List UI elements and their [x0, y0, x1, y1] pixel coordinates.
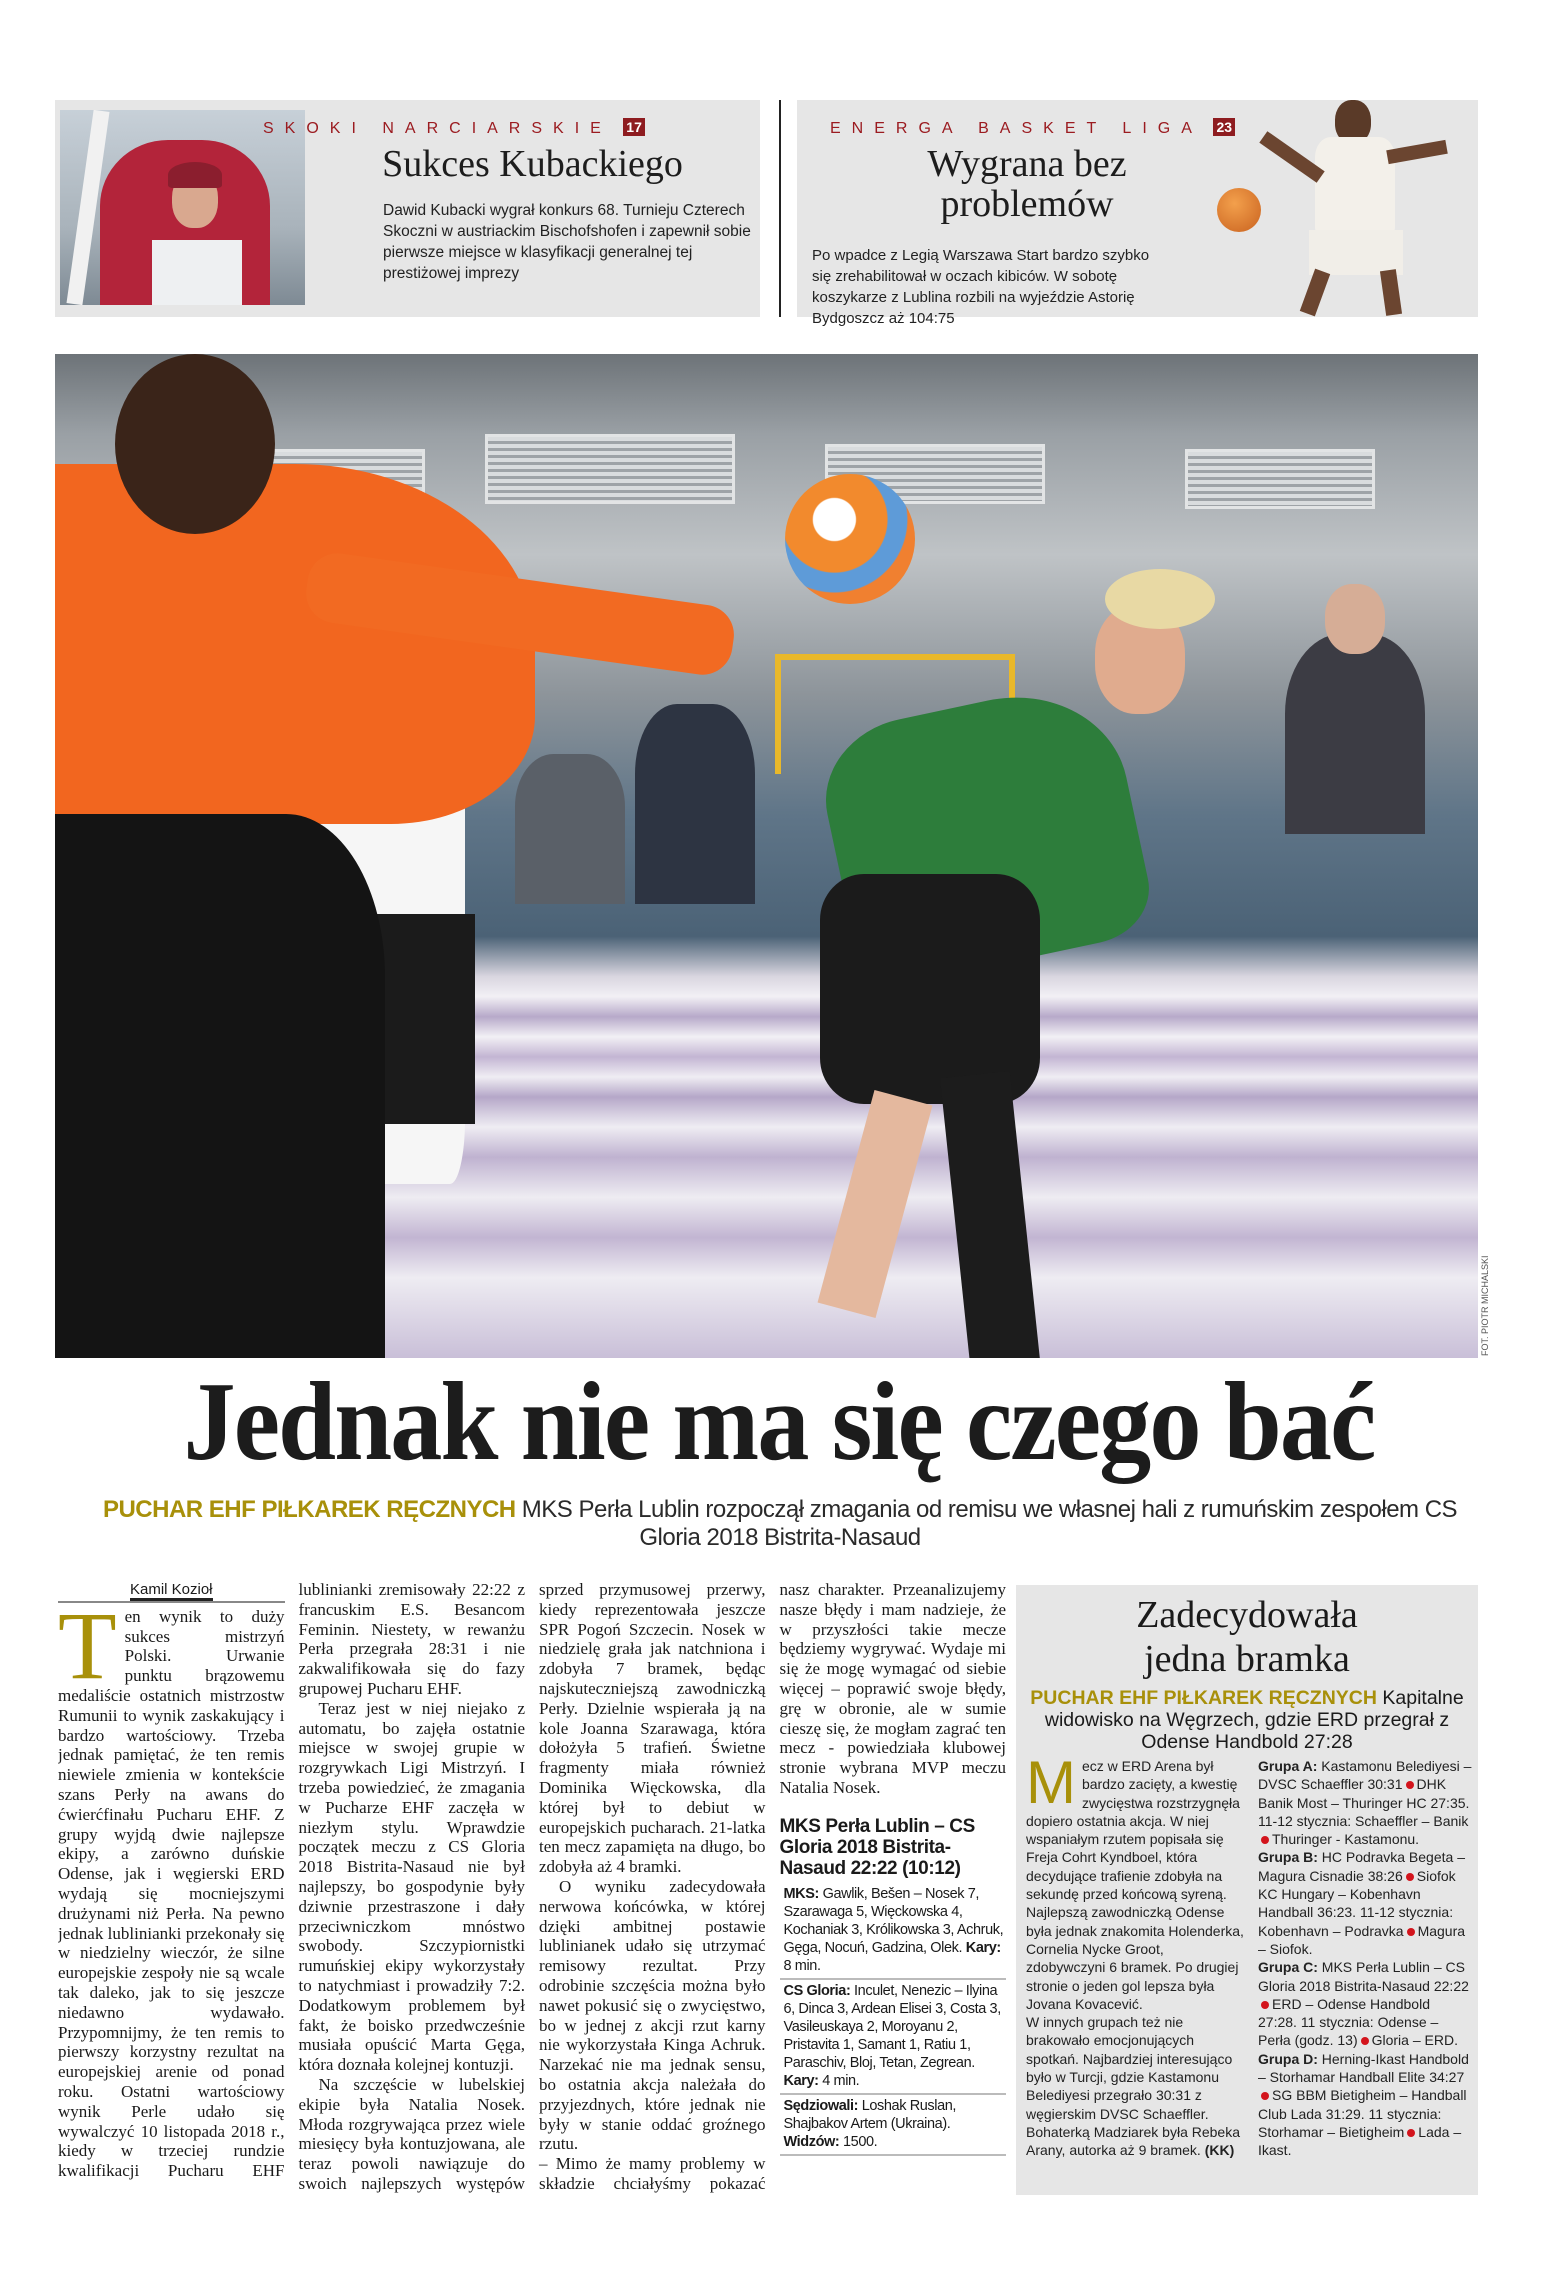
teaser-ski-jumping[interactable] [55, 100, 760, 317]
result: Lada – Ikast. [1258, 2123, 1462, 2159]
drop-cap: T [58, 1591, 117, 1699]
paragraph-text: en wynik to duży sukces mistrzyń Polski. Urwanie punktu brązowemu medaliście ostatnich mistrzostw Rumunii to wynik zaskakujący i bardzo wartościowy. Trzeba jednak pamiętać, że ten remis niewiele zmienia w kontekście szans Perły na awans do ćwierćfinału Pucharu EHF. Z grupy wyjdą dwie najlepsze ekipy, a zarówno duńskie Odense, jak i węgierski ERD wydają się mocniejszymi drużynami niż Perła. Na pewno jednak lublinianki przekonały się w niedzielny wieczór, że silne europejskie zespoły nie są wcale tak daleko, jak to się jeszcze niedawno wydawało. Przypomnijmy, że ten remis to pierwszy korzystny rezultat na europejskiej arenie od ponad roku. Ostatni wartościowy wynik Perle udało się wywalczyć 10 listopada 2018 r., kiedy w trzeciej rundzie kwalifikacji Pucharu EHF lublinianki zremisowały 22:22 z francuskim E.S. Besancom Feminin. Niestety, w rewanżu Perła przegrała 28:31 i nie zakwalifikowała się do fazy grupowej Pucharu EHF. [58, 1580, 525, 2181]
page-badge: 23 [1213, 118, 1235, 136]
basketball-player-photo [1197, 95, 1477, 317]
section-label: PUCHAR EHF PIŁKAREK RĘCZNYCH [102, 1496, 516, 1523]
label: Kary: [783, 2072, 819, 2089]
result: DHK Banik Most – Thuringer HC 27:35. 11-12 stycznia: Schaeffler – Banik [1258, 1776, 1470, 1829]
bullet-icon [1361, 2037, 1369, 2045]
section-label: PUCHAR EHF PIŁKAREK RĘCZNYCH [1030, 1687, 1377, 1709]
sidebar-body [1026, 1749, 1246, 2160]
group-label: Grupa B: [1258, 1849, 1318, 1866]
lineup: Inculet, Nenezic – Ilyina 6, Dinca 3, Ardean Elisei 3, Costa 3, Vasileuskaya 2, Moroyanu 2, Pristavita 1, Samant 1, Ratiu 1, Paraschiv, Bloj, Tetan, Zegrean. [783, 1982, 1001, 2071]
sidebar-title [1016, 1593, 1478, 1681]
kicker-text: SKOKI NARCIARSKIE [263, 120, 612, 137]
result: ERD – Odense Handbold 27:28. 11 stycznia: Odense – Perła (godz. 13) [1258, 1995, 1439, 2049]
bullet-icon [1261, 2092, 1269, 2100]
bullet-icon [1407, 1928, 1415, 1936]
divider [779, 100, 781, 317]
result: MKS Perła Lublin – CS Gloria 2018 Bistrita-Nasaud 22:22 [1258, 1959, 1469, 1994]
bullet-icon [1407, 2129, 1415, 2137]
bullet-icon [1261, 1836, 1269, 1844]
group-d [1258, 2050, 1472, 2160]
photo-credit: FOT. PIOTR MICHALSKI [1480, 1255, 1490, 1356]
paragraph-text: W innych grupach też nie brakowało emocjonujących spotkań. Najbardziej interesująco było w Turcji, gdzie Kastamonu Belediyesi przegrało 30:31 z węgierskim DVSC Schaeffler. Bohaterką Madziarek była Rebeka Arany, autorka aż 9 bramek. [1026, 2014, 1241, 2159]
article-body [58, 1580, 1006, 2200]
group-c [1258, 1958, 1472, 2049]
value: 1500. [843, 2133, 878, 2150]
title-line: jedna bramka [1144, 1638, 1350, 1680]
value: 4 min. [822, 2072, 860, 2089]
teaser-kicker [830, 118, 1235, 138]
ski-jumper-photo [60, 110, 305, 305]
paragraph: Na szczęście w lubelskiej ekipie była Natalia Nosek. Młoda rozgrywająca przez wiele miesięcy była kontuzjowana, ale teraz powoli nawiązuje do swoich najlepszych występów sprzed przymusowej przerwy, kiedy reprezentowała jeszcze SPR Pogoń Szczecin. Nosek w niedzielę grała jak natchniona i zdobyła 7 bramek, będąc najskuteczniejszą zawodniczką Perły. Dzielnie wspierała ją na kole Joanna Szarawaga, która dołożyła 5 trafień. Świetne fragmenty miała również Dominika Więckowska, dla której był to debiut w europejskich pucharach. 21-latka ten mecz zapamięta na długo, bo zdobyła aż 4 bramki. [298, 1580, 766, 2193]
teaser-body: Po wpadce z Legią Warszawa Start bardzo szybko się zrehabilitował w oczach kibiców. W sobotę koszykarze z Lublina rozbili na wyjeździe Astorię Bydgoszcz aż 104:75 [812, 247, 1150, 327]
group-label: Grupa D: [1258, 2050, 1318, 2067]
teaser-body: Dawid Kubacki wygrał konkurs 68. Turnieju Czterech Skoczni w austriackim Bischofshofen i zapewnił sobie pierwsze miejsce w klasyfikacji generalnej tej prestiżowej imprezy [383, 202, 751, 282]
label: Sędziowali: [783, 2097, 859, 2114]
signature: (KK) [1204, 2142, 1235, 2159]
teaser-title: Sukces Kubackiego [382, 143, 683, 185]
paragraph: Teraz jest w niej niejako z automatu, bo zajęła ostatnie miejsce w swojej grupie w rozgrywkach Ligi Mistrzyń. I trzeba powiedzieć, że zmagania w Pucharze EHF zaczęła w niezłym stylu. Wprawdzie początek meczu z CS Gloria 2018 Bistrita-Nasaud nie był najlepszy, bo gospodynie były dziwnie przestraszone i dały przeciwniczkom mnóstwo swobody. Szczypiornistki rumuńskiej ekipy wykorzystały to natychmiast i prowadziły 7:2. Dodatkowym problemem był fakt, że boisko przedwcześnie musiała opuścić Marta Gęga, która doznała kolejnej kontuzji. [298, 1698, 525, 2075]
teaser-basketball[interactable] [797, 100, 1478, 327]
result: SG BBM Bietigheim – Handball Club Lada 31:29. 11 stycznia: Storhamar – Bietigheim [1258, 2087, 1467, 2140]
bullet-icon [1406, 1781, 1414, 1789]
dek-text: MKS Perła Lublin rozpoczął zmagania od remisu we własnej hali z rumuńskim zespołem CS Gloria 2018 Bistrita-Nasaud [521, 1496, 1458, 1551]
bullet-icon [1406, 1873, 1414, 1881]
page-badge: 17 [623, 118, 645, 136]
title-line: Zadecydowała [1136, 1594, 1358, 1636]
paragraph-text: ecz w ERD Arena był bardzo zacięty, a kwestię zwycięstwa rozstrzygnęła dopiero ostatnia akcja. W niej wspaniałym rzutem popisała się Freja Cohrt Kyndboel, która decydujące trafienie zdobyła na sekundę przed końcową syreną. Najlepszą zawodniczką Odense była jednak znakomita Holenderka, Cornelia Nycke Groot, zdobywczyni 6 bramek. Po drugiej stronie o jeden gol lepsza była Jovana Kovacević. [1026, 1758, 1244, 2012]
subheadline [90, 1496, 1470, 1552]
value: Loshak Ruslan, Shajbakov Artem (Ukraina). [783, 2097, 957, 2132]
sidebar-dek [1022, 1687, 1472, 1753]
result: Kastamonu Belediyesi – DVSC Schaeffler 30:31 [1258, 1758, 1472, 1793]
group-results [1258, 1757, 1472, 2160]
basketball-icon [1217, 188, 1261, 232]
author: Kamil Kozioł [130, 1581, 213, 1601]
group-label: Grupa A: [1258, 1758, 1318, 1774]
paragraph: – Mimo że mamy problemy w składzie chciałyśmy pokazać nasz charakter. Przeanalizujemy nasze błędy i mam nadzieje, że w przyszłości takie mecze będziemy wygrywać. Wydaje mi się że mogę wymagać od siebie więcej – poprawić swoje błędy, grę w obronie, ale w sumie cieszę się, że mogłam zagrać ten mecz - powiedziała klubowej stronie wybrana MVP meczu Natalia Nosek. [539, 1580, 1006, 2193]
result: HC Podravka Begeta – Magura Cisnadie 38:26 [1258, 1849, 1465, 1884]
result: Thuringer - Kastamonu. [1272, 1831, 1420, 1848]
kicker-text: ENERGA BASKET LIGA [830, 120, 1202, 137]
label: MKS: [783, 1885, 819, 1902]
result: Siofok KC Hungary – Kobenhavn Handball 36:23. 11-12 stycznia: Kobenhavn – Podravka [1258, 1867, 1456, 1939]
stats-row-referees [780, 2095, 1007, 2156]
sidebar-article [1016, 1585, 1478, 2195]
label: Kary: [965, 1939, 1001, 1956]
paragraph: O wyniku zadecydowała nerwowa końcówka, w której dzięki ambitnej postawie lublinianek udało się utrzymać remisowy rezultat. Przy odrobinie szczęścia można było nawet pokusić się o zwycięstwo, bo w jednej z akcji rzut karny nie wykorzystała Kinga Achruk. Narzekać nie ma jednak sensu, bo ostatnia akcja należała do przyjezdnych, które jednak nie były w stanie oddać groźnego rzutu. [539, 1876, 766, 2154]
group-b [1258, 1848, 1472, 1958]
match-stats-box [780, 1816, 1007, 2156]
drop-cap: M [1026, 1749, 1076, 1816]
main-photo-handball [55, 354, 1478, 1358]
stats-row-gloria [780, 1980, 1007, 2095]
headline: Jednak nie ma się czego bać [183, 1360, 1375, 1484]
result: Herning-Ikast Handbold – Storhamar Handball Elite 34:27 [1258, 2050, 1469, 2086]
match-result: MKS Perła Lublin – CS Gloria 2018 Bistrita-Nasaud 22:22 (10:12) [779, 1815, 975, 1879]
stats-row-mks [780, 1883, 1007, 1980]
teaser-title: Wygrana bez problemów [927, 143, 1127, 225]
lineup: Gawlik, Bešen – Nosek 7, Szarawaga 5, Więckowska 4, Kochaniak 3, Królikowska 3, Achruk, Gęga, Nocuń, Gadzina, Olek. [783, 1885, 1004, 1956]
group-label: Grupa C: [1258, 1959, 1318, 1976]
result: Gloria – ERD. [1371, 2032, 1458, 2049]
label: Widzów: [783, 2133, 840, 2150]
label: CS Gloria: [783, 1982, 851, 1999]
dek-text: Kapitalne widowisko na Węgrzech, gdzie ERD przegrał z Odense Handbold 27:28 [1044, 1687, 1464, 1753]
result: Magura – Siofok. [1258, 1922, 1466, 1957]
value: 8 min. [783, 1957, 821, 1974]
handball-ball-icon [785, 474, 915, 604]
group-a [1258, 1757, 1472, 1848]
bullet-icon [1261, 2001, 1269, 2009]
teaser-kicker [263, 118, 645, 138]
